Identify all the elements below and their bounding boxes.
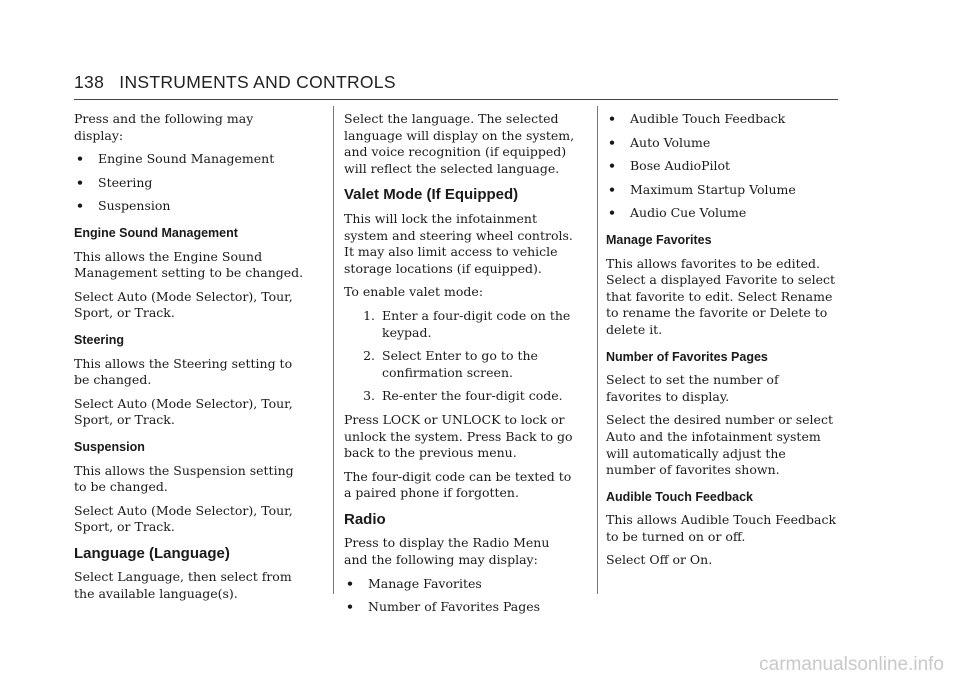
suspension-desc: This allows the Suspension setting to be changed. xyxy=(74,462,294,495)
column-divider-2 xyxy=(597,106,598,594)
esm-select: Select Auto (Mode Selector), Tour, Sport, or Track. xyxy=(74,288,293,321)
watermark: carmanualsonline.info xyxy=(759,654,944,675)
bullet-icon: • xyxy=(608,158,616,174)
list-item: • Suspension xyxy=(76,198,171,214)
steering-heading: Steering xyxy=(74,332,125,347)
bullet-icon: • xyxy=(76,198,84,214)
manage-favorites-heading: Manage Favorites xyxy=(606,232,712,247)
list-item: • Steering xyxy=(76,174,153,190)
bullet-icon: • xyxy=(346,575,354,591)
bullet-icon: • xyxy=(608,205,616,221)
favorites-pages-desc: Select to set the number of favorites to display. xyxy=(606,372,779,404)
manage-favorites-desc: This allows favorites to be edited. Select a displayed Favorite to select that favorite to edit. Select Rename to rename the favorite or Delete to delete it. xyxy=(606,255,836,337)
page-header xyxy=(74,72,396,93)
list-item: • Number of Favorites Pages xyxy=(346,599,541,615)
column-3 xyxy=(606,111,838,576)
touch-feedback-heading: Audible Touch Feedback xyxy=(606,489,754,504)
suspension-select: Select Auto (Mode Selector), Tour, Sport, or Track. xyxy=(74,502,293,535)
language-heading: Language (Language) xyxy=(74,544,230,562)
list-item: • Audio Cue Volume xyxy=(608,205,747,221)
bullet-icon: • xyxy=(76,151,84,167)
language-desc: Select Language, then select from the available language(s). xyxy=(74,569,292,602)
esm-desc: This allows the Engine Sound Management setting to be changed. xyxy=(74,248,304,281)
radio-desc: Press to display the Radio Menu and the following may display: xyxy=(344,535,550,568)
valet-enable-text: To enable valet mode: xyxy=(344,284,484,300)
section-title: INSTRUMENTS AND CONTROLS xyxy=(119,72,396,92)
touch-feedback-select: Select Off or On. xyxy=(606,552,713,568)
bullet-icon: • xyxy=(346,599,354,615)
touch-feedback-desc: This allows Audible Touch Feedback to be turned on or off. xyxy=(606,512,837,544)
page-number: 138 xyxy=(74,72,105,92)
step-item: 2. Select Enter to go to the confirmation screen. xyxy=(363,348,538,380)
list-item: • Manage Favorites xyxy=(346,575,482,591)
bullet-icon: • xyxy=(76,174,84,190)
column-1 xyxy=(74,111,306,610)
list-item: • Maximum Startup Volume xyxy=(608,181,796,197)
steering-select: Select Auto (Mode Selector), Tour, Sport, or Track. xyxy=(74,395,293,428)
list-item: • Bose AudioPilot xyxy=(608,158,731,174)
favorites-pages-select: Select the desired number or select Auto and the infotainment system will automatically adjust the number of favorites shown. xyxy=(606,412,833,478)
bullet-icon: • xyxy=(608,181,616,197)
valet-heading: Valet Mode (If Equipped) xyxy=(344,186,519,204)
list-item: • Engine Sound Management xyxy=(76,151,275,167)
step-item: 3. Re-enter the four-digit code. xyxy=(363,388,563,404)
column-divider-1 xyxy=(333,106,334,594)
radio-heading: Radio xyxy=(344,510,386,528)
list-item: • Audible Touch Feedback xyxy=(608,111,786,126)
bullet-icon: • xyxy=(608,134,616,150)
esm-heading: Engine Sound Management xyxy=(74,225,238,240)
bullet-icon: • xyxy=(608,111,616,126)
steering-desc: This allows the Steering setting to be changed. xyxy=(74,355,293,388)
valet-desc: This will lock the infotainment system and steering wheel controls. It may also limit access to vehicle storage locations (if equipped). xyxy=(344,210,573,276)
valet-lock-text: Press LOCK or UNLOCK to lock or unlock the system. Press Back to go back to the previous menu. xyxy=(344,411,573,461)
valet-code-text: The four-digit code can be texted to a paired phone if forgotten. xyxy=(344,468,572,501)
list-item: • Auto Volume xyxy=(608,134,711,150)
step-item: 1. Enter a four-digit code on the keypad. xyxy=(363,307,571,340)
favorites-pages-heading: Number of Favorites Pages xyxy=(606,349,768,364)
intro-text: Press and the following may display: xyxy=(74,111,254,143)
suspension-heading: Suspension xyxy=(74,439,145,454)
column-2 xyxy=(344,111,576,623)
header-rule xyxy=(74,99,838,100)
language-detail: Select the language. The selected language will display on the system, and voice recognition (if equipped) will reflect the selected language. xyxy=(344,111,575,176)
